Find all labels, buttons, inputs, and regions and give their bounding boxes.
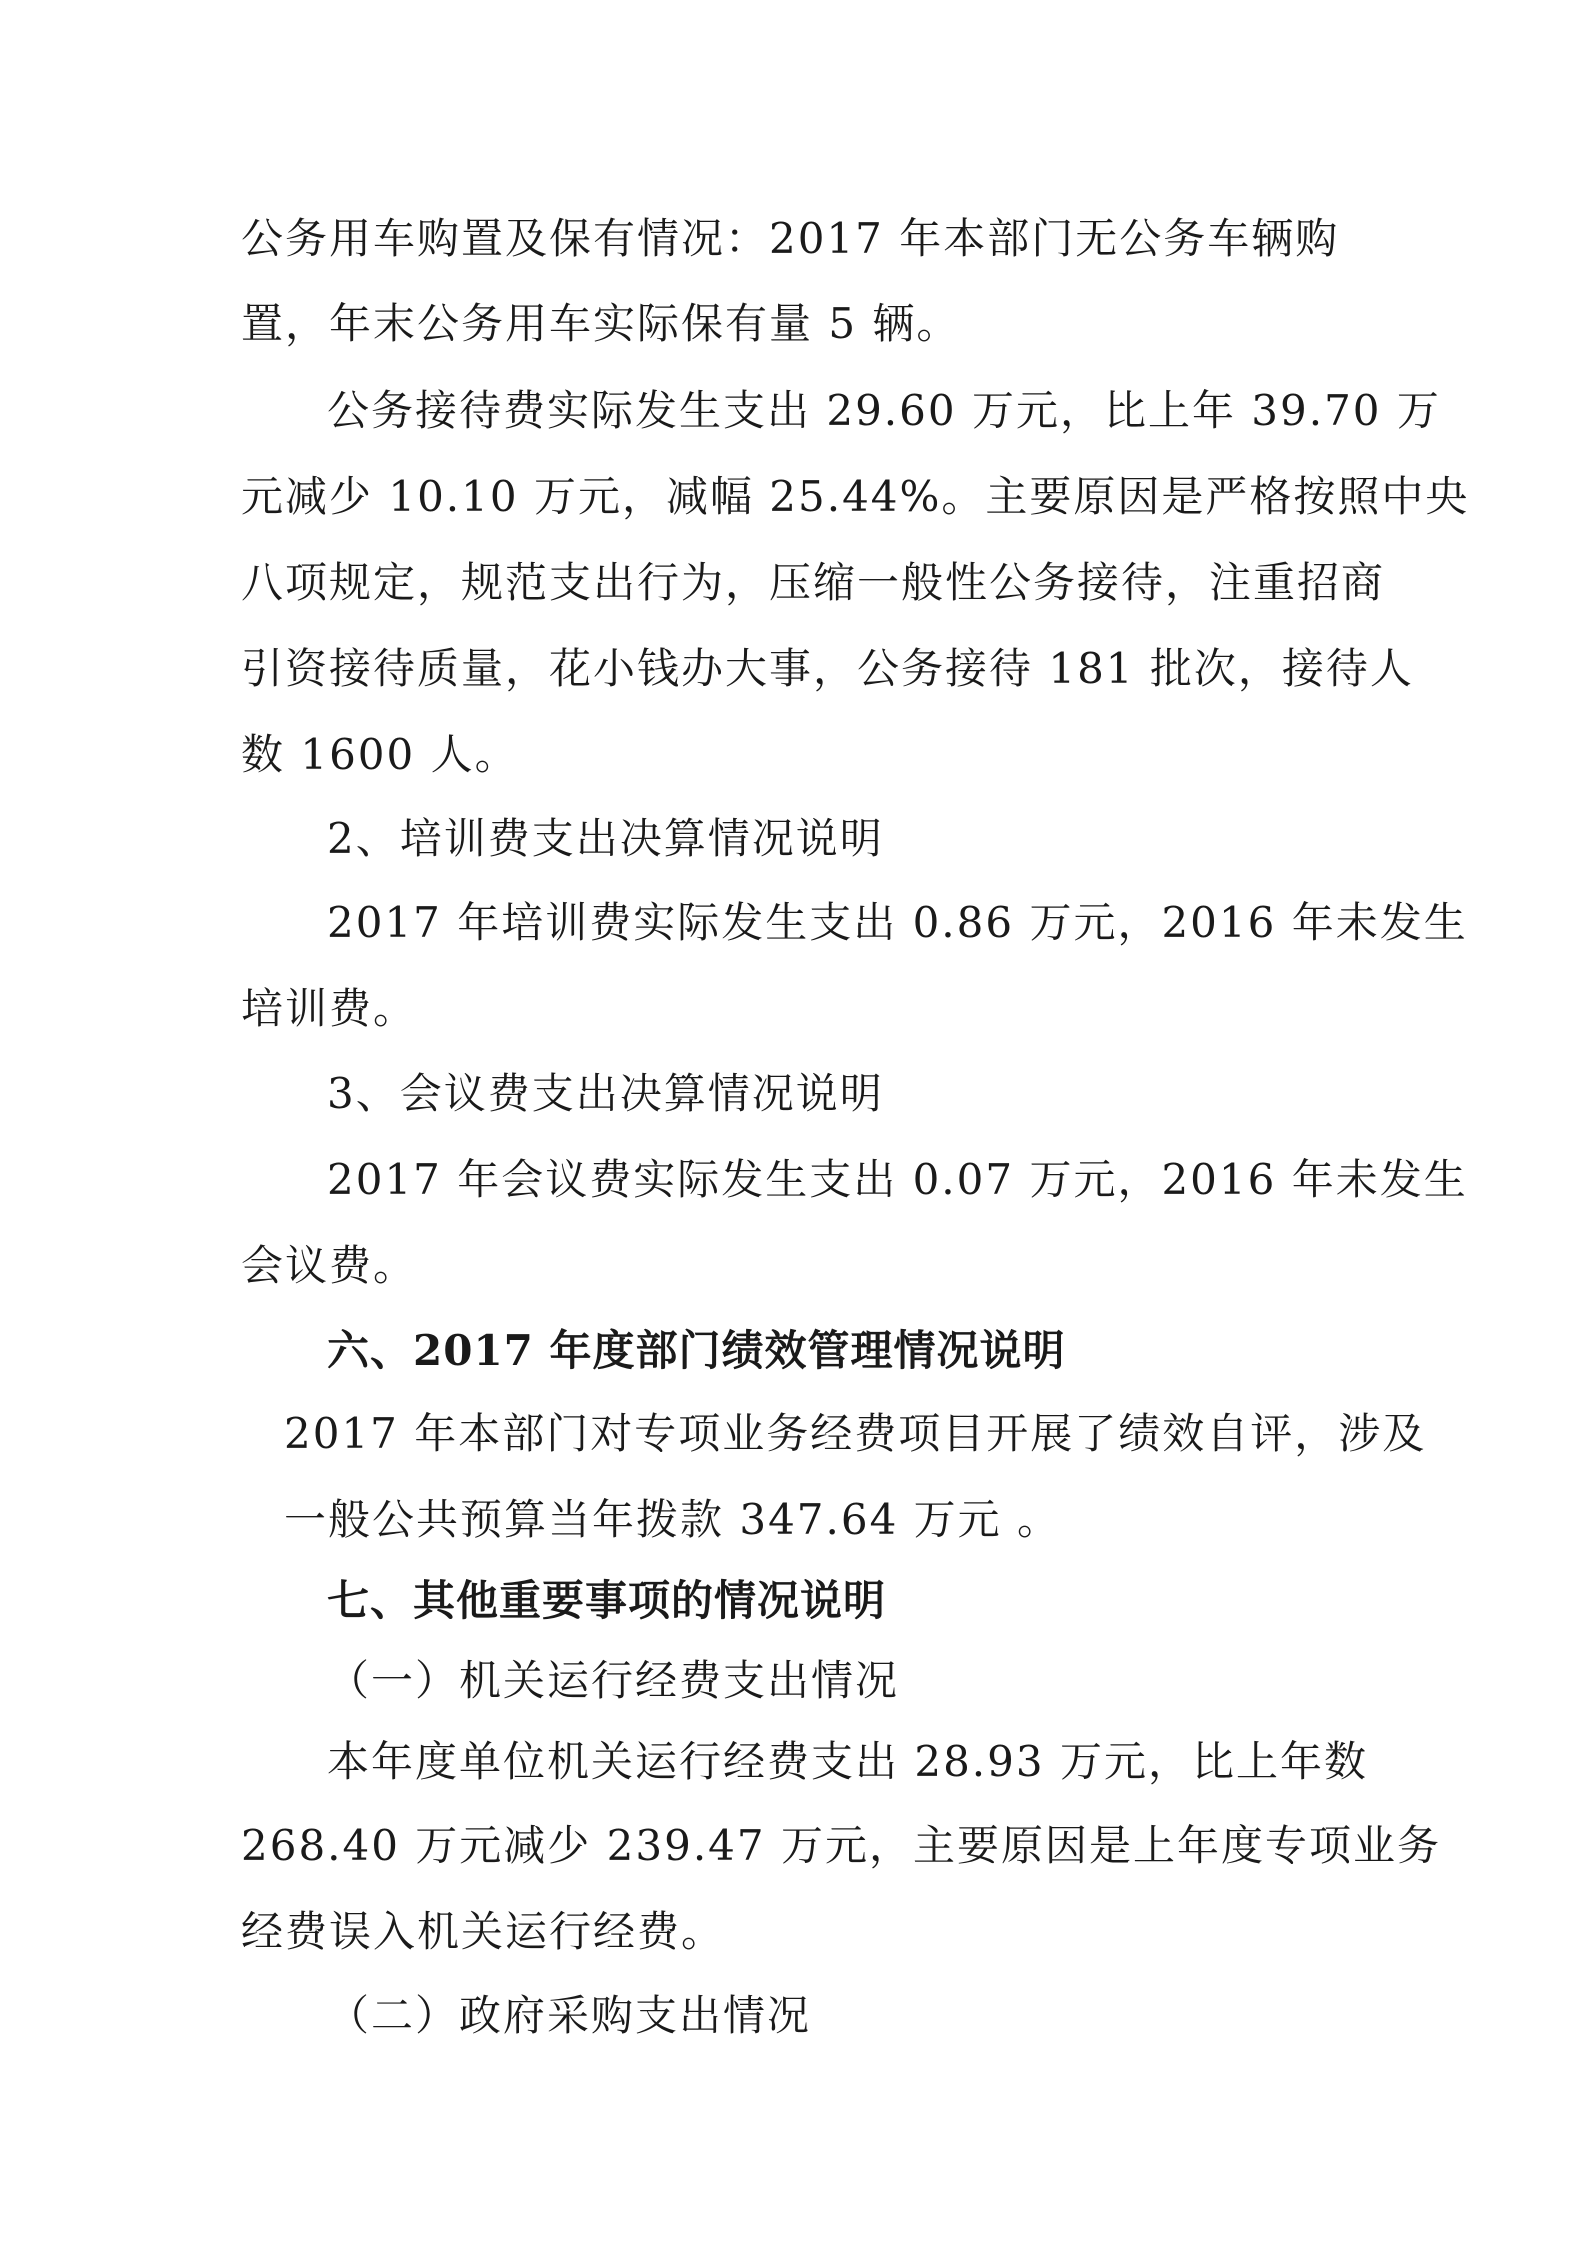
paragraph-section6-line-1: 2017 年本部门对专项业务经费项目开展了绩效自评，涉及 — [284, 1409, 1427, 1458]
paragraph-car-line-2: 置，年末公务用车实际保有量 5 辆。 — [241, 299, 961, 348]
paragraph-sub1-line-1: 本年度单位机关运行经费支出 28.93 万元，比上年数 — [327, 1737, 1368, 1786]
paragraph-reception-line-1: 公务接待费实际发生支出 29.60 万元，比上年 39.70 万 — [327, 386, 1441, 435]
paragraph-sub1-line-3: 经费误入机关运行经费。 — [241, 1907, 726, 1956]
section7-heading: 七、其他重要事项的情况说明 — [327, 1576, 887, 1625]
paragraph-reception-line-4: 引资接待质量，花小钱办大事，公务接待 181 批次，接待人 — [241, 644, 1414, 693]
paragraph-meeting-line-1: 2017 年会议费实际发生支出 0.07 万元，2016 年未发生 — [327, 1155, 1468, 1204]
paragraph-car-line-1: 公务用车购置及保有情况：2017 年本部门无公务车辆购 — [241, 214, 1340, 263]
meeting-title: 3、会议费支出决算情况说明 — [327, 1069, 884, 1118]
paragraph-section6-line-2: 一般公共预算当年拨款 347.64 万元 。 — [284, 1495, 1062, 1544]
paragraph-reception-line-3: 八项规定，规范支出行为，压缩一般性公务接待，注重招商 — [241, 558, 1386, 607]
paragraph-reception-line-2: 元减少 10.10 万元，减幅 25.44%。主要原因是严格按照中央 — [241, 472, 1470, 521]
sub2-title: （二）政府采购支出情况 — [327, 1991, 812, 2040]
paragraph-training-line-2: 培训费。 — [241, 984, 418, 1033]
paragraph-reception-line-5: 数 1600 人。 — [241, 730, 519, 779]
paragraph-training-line-1: 2017 年培训费实际发生支出 0.86 万元，2016 年未发生 — [327, 898, 1468, 947]
section6-heading: 六、2017 年度部门绩效管理情况说明 — [327, 1326, 1066, 1375]
sub1-title: （一）机关运行经费支出情况 — [327, 1656, 900, 1705]
paragraph-sub1-line-2: 268.40 万元减少 239.47 万元，主要原因是上年度专项业务 — [241, 1821, 1441, 1870]
training-title: 2、培训费支出决算情况说明 — [327, 814, 884, 863]
paragraph-meeting-line-2: 会议费。 — [241, 1241, 418, 1290]
